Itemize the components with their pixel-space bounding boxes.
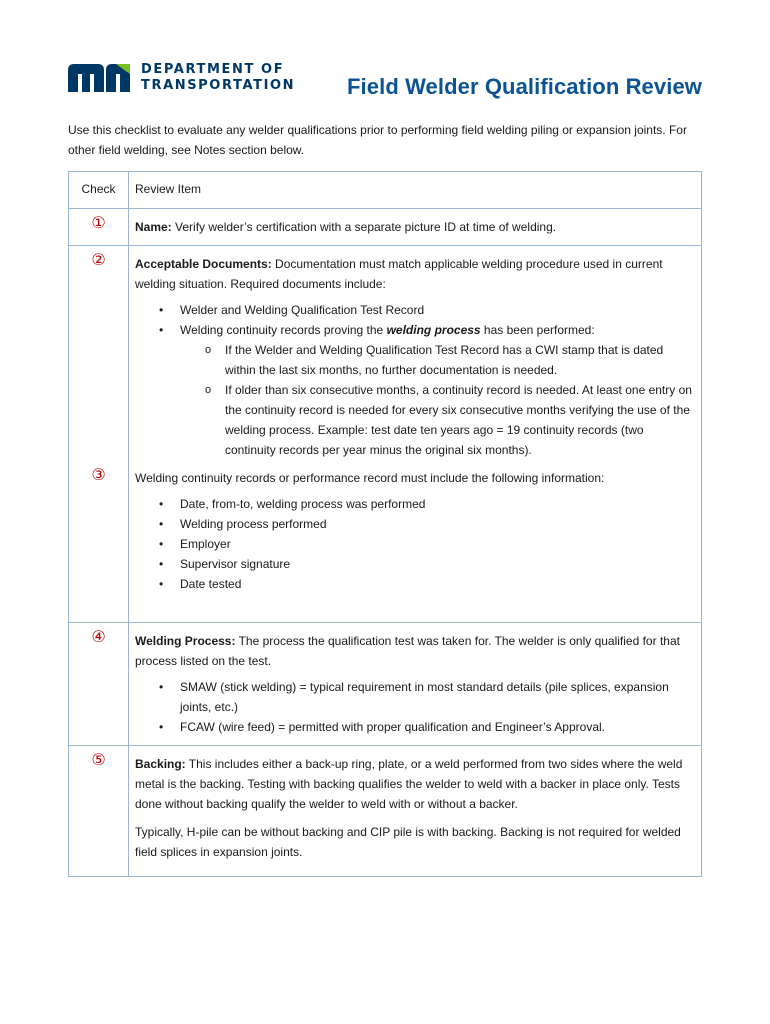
review-item-cell [129, 246, 702, 623]
info-list [135, 494, 695, 614]
col-header-review-item: Review Item [129, 172, 702, 209]
mn-logo-icon [68, 64, 132, 92]
check-cell[interactable] [69, 246, 129, 623]
list-item: • Welder and Welding Qualification Test Record [135, 300, 695, 320]
list-item: • Welding continuity records proving the welding process has been performed: o If the Welder and Welding Qualification Test Record has a CWI stamp that is dated within the last six months, no further documentation is needed. o If older than six consecutive months, a continuity record is needed. At least one entry on the continuity record is needed for every six consecutive months verifying the use of the welding process. Example: test date ten years ago = 19 continuity records (two continuity records per year minus the original six months). [135, 320, 695, 460]
check-number: ⑤ [91, 752, 106, 769]
intro-text: Use this checklist to evaluate any welder qualifications prior to performing field welding piling or expansion joints. For other field welding, see Notes section below. [68, 123, 687, 157]
list-item: • FCAW (wire feed) = permitted with proper qualification and Engineer’s Approval. [135, 717, 695, 737]
check-number: ② [91, 252, 106, 269]
table-row [69, 746, 702, 877]
list-item: • SMAW (stick welding) = typical requirement in most standard details (pile splices, expansion joints, etc.) [135, 677, 695, 717]
check-number: ① [91, 215, 106, 232]
list-item: • Supervisor signature [135, 554, 695, 574]
logo-line-1: DEPARTMENT OF [141, 62, 285, 77]
logo-line-2: TRANSPORTATION [141, 78, 296, 93]
page-header [0, 0, 770, 110]
check-cell[interactable] [69, 209, 129, 246]
check-number: ③ [91, 467, 106, 484]
item-text: Typically, H-pile can be without backing and CIP pile is with backing. Backing is not required for welded field splices in expansion joints. [135, 825, 681, 859]
document-list [135, 300, 695, 460]
sub-list [180, 340, 695, 460]
item-text: This includes either a back-up ring, plate, or a weld performed from two sides where the weld metal is the backing. Testing with backing qualifies the welder to weld with a backer in place only. Tests done without backing qualify the welder to weld with or without a backer. [135, 757, 683, 811]
list-item: • Date, from-to, welding process was performed [135, 494, 695, 514]
item-label: Welding Process: [135, 634, 236, 648]
table-row [69, 246, 702, 623]
table-row [69, 623, 702, 746]
table-header-row [69, 172, 702, 209]
item-text: Documentation must match applicable welding procedure used in current welding situation. Required documents include: [135, 257, 663, 291]
process-list [135, 677, 695, 737]
list-item: • Employer [135, 534, 695, 554]
page-title: Field Welder Qualification Review [347, 74, 702, 99]
sub-list-item: o If the Welder and Welding Qualification Test Record has a CWI stamp that is dated within the last six months, no further documentation is needed. [135, 340, 695, 380]
check-cell[interactable] [69, 623, 129, 746]
review-checklist-table [68, 171, 702, 877]
list-item: • Welding process performed [135, 514, 695, 534]
item-label: Acceptable Documents: [135, 257, 272, 271]
review-item-cell [129, 746, 702, 877]
mndot-logo [68, 60, 318, 100]
item-text: Welding continuity records or performance record must include the following information: [135, 471, 605, 485]
check-cell[interactable] [69, 746, 129, 877]
item-label: Name: [135, 220, 172, 234]
review-item-cell [129, 209, 702, 246]
sub-list-item: o If older than six consecutive months, a continuity record is needed. At least one entry on the continuity record is needed for every six consecutive months verifying the use of the welding process. Example: test date ten years ago = 19 continuity records (two continuity records per year minus the original six months). [135, 380, 695, 460]
col-header-check: Check [69, 172, 129, 209]
review-item-cell [129, 623, 702, 746]
item-label: Backing: [135, 757, 186, 771]
item-text: The process the qualification test was taken for. The welder is only qualified for that process listed on the test. [135, 634, 680, 668]
table-row [69, 209, 702, 246]
check-number: ④ [91, 629, 106, 646]
list-item: • Date tested [135, 574, 695, 594]
item-text: Verify welder’s certification with a separate picture ID at time of welding. [171, 220, 557, 234]
